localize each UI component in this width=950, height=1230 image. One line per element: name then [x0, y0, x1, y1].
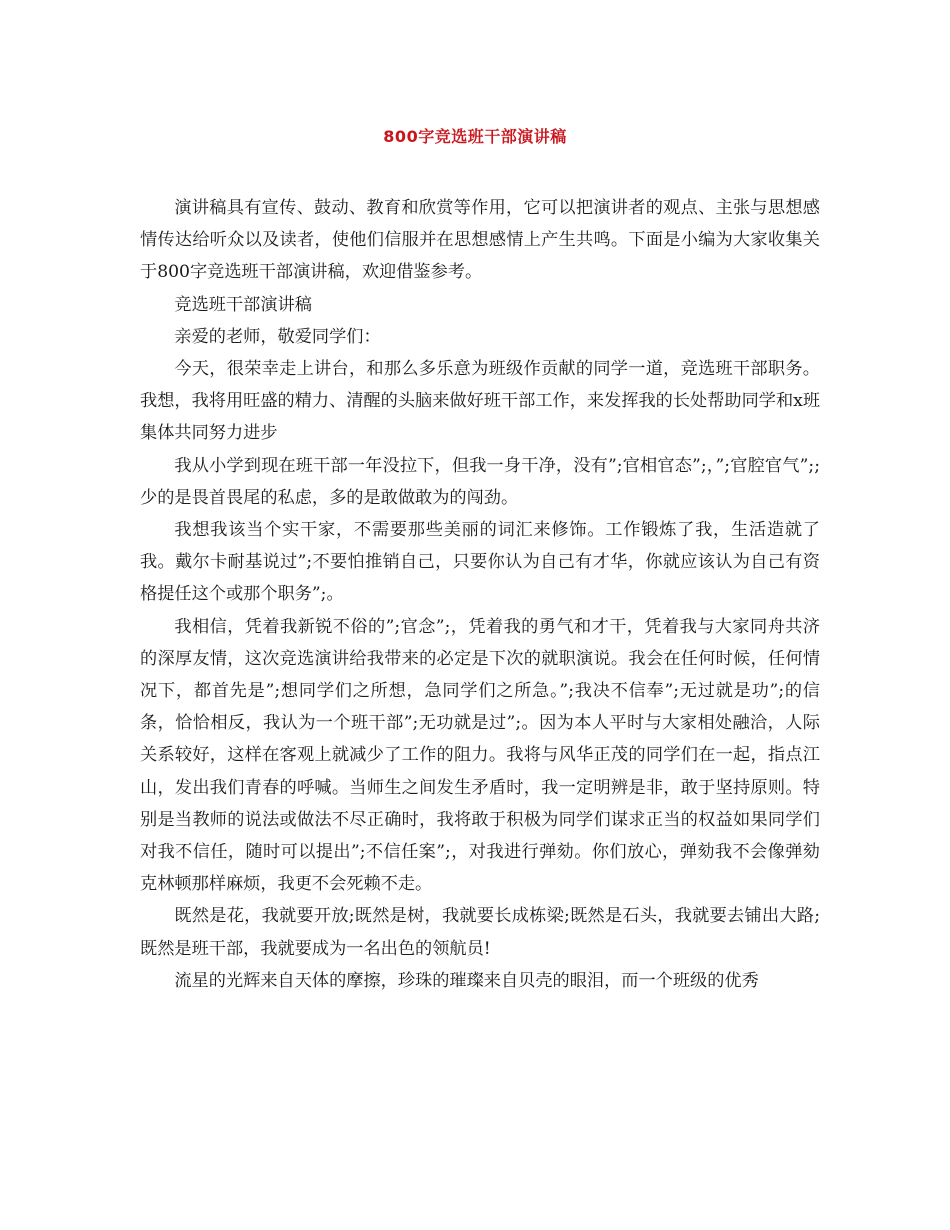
- paragraph-body: 我想我该当个实干家，不需要那些美丽的词汇来修饰。工作锻炼了我，生活造就了我。戴尔卡耐基说过”;不要怕推销自己，只要你认为自己有才华，你就应该认为自己有资格提任这个或那个职务”;。: [140, 520, 820, 605]
- paragraph-body: 流星的光辉来自天体的摩擦，珍珠的璀璨来自贝壳的眼泪，而一个班级的优秀: [174, 970, 759, 991]
- paragraph-body: 今天，很荣幸走上讲台，和那么多乐意为班级作贡献的同学一道，竞选班干部职务。我想，我将用旺盛的精力、清醒的头脑来做好班干部工作，来发挥我的长处帮助同学和x班集体共同努力进步: [140, 359, 821, 444]
- document-title: 800字竞选班干部演讲稿: [383, 127, 567, 146]
- document-body: [140, 192, 820, 997]
- paragraph-intro: 演讲稿具有宣传、鼓动、教育和欣赏等作用，它可以把演讲者的观点、主张与思想感情传达给听众以及读者，使他们信服并在思想感情上产生共鸣。下面是小编为大家收集关于800字竞选班干部演讲稿，欢迎借鉴参考。: [140, 198, 820, 283]
- paragraph-greeting: 亲爱的老师，敬爱同学们：: [174, 326, 381, 347]
- paragraph-body: 我相信，凭着我新锐不俗的”;官念”;，凭着我的勇气和才干，凭着我与大家同舟共济的深厚友情，这次竞选演讲给我带来的必定是下次的就职演说。我会在任何时候，任何情况下，都首先是”;想同学们之所想，急同学们之所急。”;我决不信奉”;无过就是功”;的信条，恰恰相反，我认为一个班干部”;无功就是过”;。因为本人平时与大家相处融洽，人际关系较好，这样在客观上就减少了工作的阻力。我将与风华正茂的同学们在一起，指点江山，发出我们青春的呼喊。当师生之间发生矛盾时，我一定明辨是非，敢于坚持原则。特别是当教师的说法或做法不尽正确时，我将敢于积极为同学们谋求正当的权益如果同学们对我不信任，随时可以提出”;不信任案”;，对我进行弹劾。你们放心，弹劾我不会像弹劾克林顿那样麻烦，我更不会死赖不走。: [140, 616, 820, 895]
- paragraph-subtitle: 竞选班干部演讲稿: [174, 294, 312, 315]
- paragraph-body: 我从小学到现在班干部一年没拉下，但我一身干净，没有”;官相官态”;，”;官腔官气”;;少的是畏首畏尾的私虑，多的是敢做敢为的闯劲。: [140, 455, 820, 508]
- paragraph-body: 既然是花，我就要开放;既然是树，我就要长成栋梁;既然是石头，我就要去铺出大路;既然是班干部，我就要成为一名出色的领航员!: [140, 906, 820, 959]
